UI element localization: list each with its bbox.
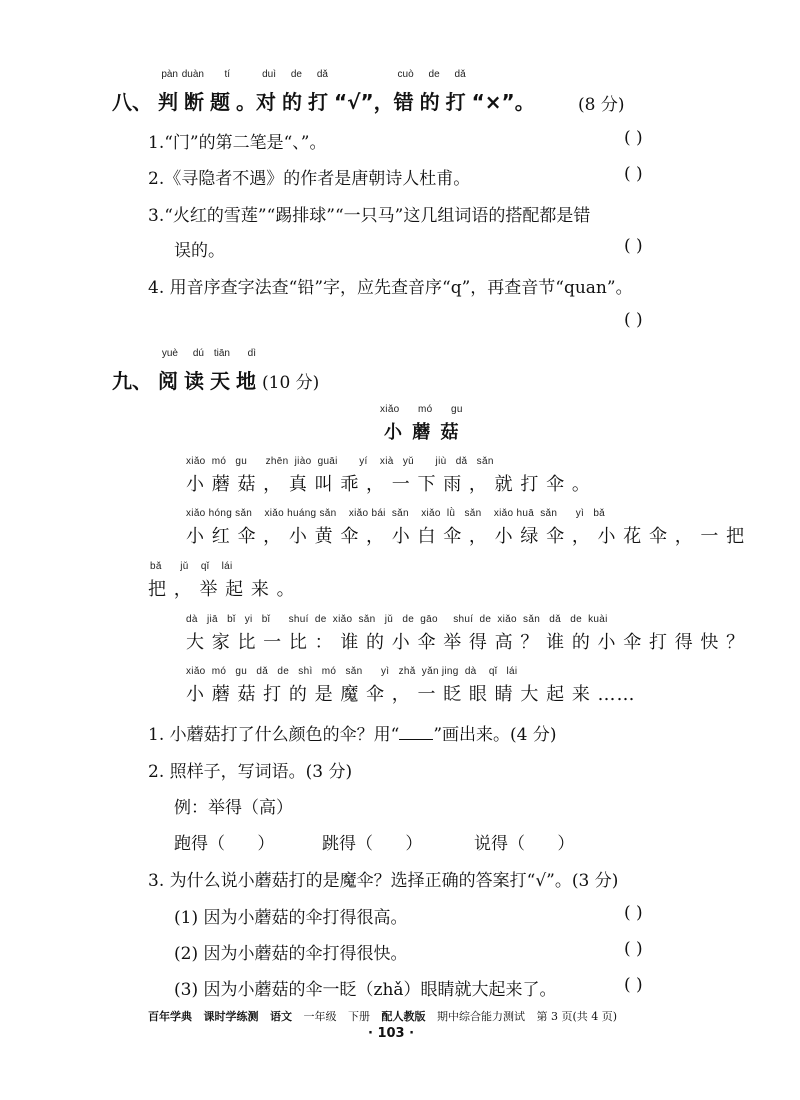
section9-char-0 [112, 365, 152, 394]
section8-char-7 [334, 69, 414, 115]
section9-q2-example: 例：举得（高） [174, 798, 293, 818]
section8-score: (8 分) [578, 95, 625, 115]
section9-char-text: 读 [184, 369, 204, 393]
section9-q3-option-1: (1) 因为小蘑菇的伞打得很高。 [174, 908, 408, 928]
section8-char-1 [158, 69, 178, 115]
section9-char-pinyin: dì [247, 348, 256, 359]
footer-series: 课时学练测 [203, 1010, 259, 1023]
section8-char-text: “√”，错 [334, 90, 414, 114]
section8-char-text: 题 [210, 90, 230, 114]
poem-line-4: 大 家 比 一 比 ： 谁 的 小 伞 举 得 高 ？ 谁 的 小 伞 打 得 快 ？ [186, 632, 746, 653]
footer-page-info: 第 3 页(共 4 页) [536, 1010, 618, 1023]
poem-line-5-pinyin: xiǎo mó gu dǎ de shì mó sǎn yì zhǎ yǎn jing dà qǐ lái [186, 666, 518, 677]
section8-char-text: 判 [158, 90, 178, 114]
section9-char-pinyin: yuè [161, 348, 178, 359]
section8-char-0 [112, 86, 152, 115]
section9-q1 [148, 720, 557, 745]
section8-q4: 4. 用音序查字法查“铅”字，应先查音序“q”，再查音节“quan”。 [148, 278, 633, 298]
page-number: · 103 · [368, 1026, 415, 1041]
footer-volume: 下册 [348, 1010, 370, 1023]
section8-title [112, 69, 541, 115]
section8-q2: 2.《寻隐者不遇》的作者是唐朝诗人杜甫。 [148, 169, 471, 189]
section8-char-text: 打 [308, 90, 328, 114]
section9-q2-item-3[interactable]: 说得（ ） [474, 834, 575, 854]
section8-q3-line1: 3.“火红的雪莲”“踢排球”“一只马”这几组词语的搭配都是错 [148, 206, 591, 226]
footer-brand: 百年学典 [148, 1010, 192, 1023]
section8-char-pinyin: dǎ [316, 69, 328, 80]
poem-line-5: 小 蘑 菇 打 的 是 魔 伞 ， 一 眨 眼 睛 大 起 来 …… [186, 684, 636, 705]
section8-char-text: 打 [445, 90, 466, 114]
poem-line-4-pinyin: dà jiā bǐ yi bǐ shuí de xiǎo sǎn jǔ de gāo shuí de xiǎo sǎn dǎ de kuài [186, 614, 608, 625]
section9-q3-option-3: (3) 因为小蘑菇的伞一眨（zhǎ）眼睛就大起来了。 [174, 980, 557, 1000]
section8-q4-answer[interactable]: ( ) [624, 310, 643, 330]
section9-q3-option-3-answer[interactable]: ( ) [624, 975, 643, 995]
section8-char-text: “×”。 [471, 90, 535, 114]
section8-char-6 [308, 69, 328, 115]
section9-q1-text-before: 1. 小蘑菇打了什么颜色的伞？用“ [148, 725, 400, 745]
poem-line-3-pinyin: bǎ jǔ qǐ lái [150, 561, 233, 572]
footer-subject: 语文 [270, 1010, 292, 1023]
section9-char-2 [184, 348, 204, 394]
section9-char-4 [236, 348, 256, 394]
section9-title [112, 348, 262, 394]
section8-char-pinyin: de [290, 69, 302, 80]
section8-char-pinyin: pàn [161, 69, 178, 80]
footer-grade: 一年级 [303, 1010, 337, 1023]
section9-char-pinyin: tiān [213, 348, 230, 359]
poem-line-1-pinyin: xiǎo mó gu zhēn jiào guāi yí xià yǔ jiù dǎ sǎn [186, 456, 494, 467]
section9-q2-item-1[interactable]: 跑得（ ） [174, 834, 275, 854]
section8-q3-line2: 误的。 [174, 241, 225, 261]
section9-char-text: 九、 [112, 369, 152, 393]
section9-score: (10 分) [262, 373, 320, 393]
section9-q2: 2. 照样子，写词语。(3 分) [148, 762, 353, 782]
section8-char-text: 的 [419, 90, 440, 114]
section8-char-8 [419, 69, 440, 115]
section9-char-3 [210, 348, 230, 394]
section8-char-pinyin: duì [262, 69, 276, 80]
section8-char-2 [181, 69, 204, 115]
section9-q1-text-after: ”画出来。(4 分) [433, 725, 557, 745]
section8-char-pinyin: dǎ [454, 69, 466, 80]
section8-char-pinyin: de [428, 69, 440, 80]
section8-char-text: 断 [184, 90, 204, 114]
section8-char-text: 八、 [112, 90, 152, 114]
section8-q1-answer[interactable]: ( ) [624, 128, 643, 148]
page-footer [148, 1008, 617, 1024]
section9-char-text: 阅 [158, 369, 178, 393]
section9-char-text: 地 [236, 369, 256, 393]
section8-q2-answer[interactable]: ( ) [624, 164, 643, 184]
section8-char-3 [210, 69, 230, 115]
section8-char-text: 的 [282, 90, 302, 114]
section8-q1: 1.“门”的第二笔是“、”。 [148, 133, 327, 153]
section8-char-10 [472, 86, 535, 115]
section9-q3-option-2-answer[interactable]: ( ) [624, 939, 643, 959]
section9-q3: 3. 为什么说小蘑菇打的是魔伞？选择正确的答案打“√”。(3 分) [148, 871, 619, 891]
section9-char-1 [158, 348, 178, 394]
footer-edition: 配人教版 [381, 1010, 426, 1023]
section9-q3-option-1-answer[interactable]: ( ) [624, 903, 643, 923]
poem-line-2-pinyin: xiǎo hóng sǎn xiǎo huáng sǎn xiǎo bái sǎn xiǎo lǜ sǎn xiǎo huā sǎn yì bǎ [186, 508, 606, 519]
section8-char-4 [236, 69, 276, 115]
underline-sample [399, 725, 433, 740]
footer-test: 期中综合能力测试 [437, 1010, 525, 1023]
poem-title: 小 蘑 菇 [384, 422, 461, 443]
section9-q3-option-2: (2) 因为小蘑菇的伞打得很快。 [174, 944, 408, 964]
poem-line-1: 小 蘑 菇 ， 真 叫 乖 ， 一 下 雨 ， 就 打 伞 。 [186, 474, 591, 495]
section8-q3-answer[interactable]: ( ) [624, 236, 643, 256]
section8-char-pinyin: duàn [181, 69, 204, 80]
section8-char-pinyin: cuò [397, 69, 414, 80]
poem-title-pinyin: xiǎo mó gu [380, 404, 463, 415]
poem-line-3: 把 ， 举 起 来 。 [148, 579, 296, 600]
section9-q2-item-2[interactable]: 跳得（ ） [322, 834, 423, 854]
section8-char-pinyin: tí [224, 69, 230, 80]
section8-char-5 [282, 69, 302, 115]
section8-char-9 [445, 69, 466, 115]
poem-line-2: 小 红 伞 ， 小 黄 伞 ， 小 白 伞 ， 小 绿 伞 ， 小 花 伞 ， 一 把 [186, 526, 746, 547]
section9-char-pinyin: dú [192, 348, 204, 359]
section8-char-text: 。对 [236, 90, 276, 114]
section9-char-text: 天 [210, 369, 230, 393]
